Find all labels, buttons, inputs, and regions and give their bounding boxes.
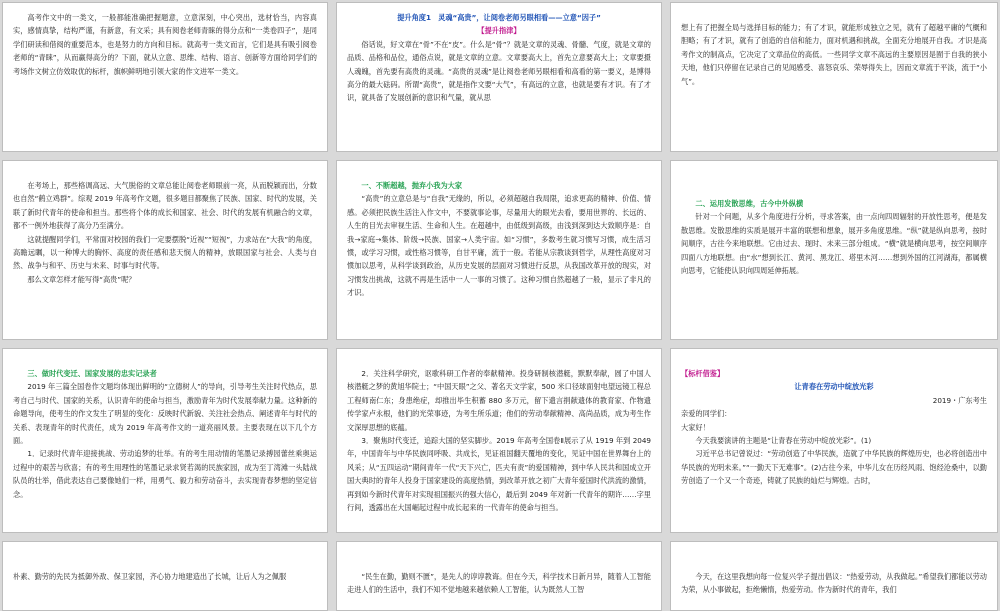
paragraph: 3．聚焦时代变迁，追踪大国的坚实脚步。2019 年高考全国卷Ⅱ展示了从 1919 年到 2049 年，中国青年与中华民族同呼吸、共成长，见证祖国翻天覆地的变化，见证中国在世界舞台上的风采；从“五四运动”期间青年一代“天下兴亡，匹夫有责”的爱国精神，到中华人民共和国成立开国大典时的青年人投身于国家建设的高度热情，到改革开放之初广大青年爱国时代洪流的激情，再到如今新时代青年对实现祖国振兴的强大信心，最后到 2049 年对新一代青年的期许……字里行间，透露出在大国崛起过程中成长起来的一代青年的使命与担当。 bbox=[347, 436, 651, 513]
section-heading: 二、运用发散思维，古今中外纵横 bbox=[695, 199, 804, 208]
paragraph: 高考作文中的一类文，一般都能准确把握题意，立意深刻，中心突出，选材恰当，内容真实，感情真挚，结构严谨，有新意，有文采；具有阅卷老师青睐的得分点和“一类卷四子”，是同学们研读和借阅的重要范本，也是努力的方向和目标。就高考一类文而言，它们是具有吸引阅卷老师的“青睐”，从而赢得高分的？下面，就从立意、思维、结构、语言、创新等方面给同学们的考场作文树立仿效取优的标杆，旗帜鲜明地引领大家的作文进军一类文。 bbox=[13, 13, 317, 76]
paragraph: 想上有了把握全局与选择目标的能力；有了才识，就能形成独立之见，就有了超越平庸的气概和胆略；有了才识，就有了创造的自信和能力，面对机遇和挑战，全面充分地展开自我。才识是高考作文的制高点，它决定了文章品位的高低。一些同学文章不高远的主要原因是囿于自我的狭小天地，他们只停留在记录自己的见闻感受、喜怒哀乐、荣辱得失上，因而文章流于平淡，流于“小气”。 bbox=[681, 23, 987, 86]
paragraph: 朴素、勤劳的先民为抵御外敌、保卫家园，齐心协力地建造出了长城，让后人为之佩服 bbox=[13, 572, 287, 581]
essay-byline: 2019・广东考生 bbox=[932, 395, 987, 405]
paragraph: 在考场上，那些格调高远、大气脱俗的文章总能让阅卷老师眼前一亮，从而脱颖而出，分数也自然“鹤立鸡群”。综观 2019 年高考作文题，很多题目都聚焦了民族、国家、时代的发展，关联了新时代青年的使命和担当。那些将个体的成长和国家、社会、时代的发展有机融合的文章，都不一例外地获得了高分乃至满分。 bbox=[13, 181, 317, 231]
slide-5[interactable] bbox=[336, 160, 662, 340]
paragraph: 今天，在这里我想向每一位复兴学子提出倡议：“热爱劳动，从我做起。”希望我们都能以劳动为荣，从小事做起，拒绝懒惰，热爱劳动。作为新时代的青年，我们 bbox=[681, 572, 987, 595]
paragraph: 那么文章怎样才能写得“高贵”呢？ bbox=[27, 274, 136, 284]
paragraph: 这就提醒同学们，平常面对校园的我们一定要摆脱“近视”“短视”，力求站在“大我”的角度，高瞻远瞩，以一种博大的胸怀、高度的责任感和悲天悯人的精神，放眼国家与社会、人类与自然、战争与和平、历史与未来、时事与时代等。 bbox=[13, 234, 317, 271]
paragraph: 今天我要演讲的主题是“让青春在劳动中绽放光彩”。(1) bbox=[695, 436, 872, 446]
paragraph: “高贵”的立意总是与“自我”无缘的，所以，必须超越自我局限，追求更高的精神、价值、情感。必须把民族生活注入作文中，不要就事论事，尽量用大的眼光去看，要用世界的、长远的、人生的目光去审视生活、生命和人生。在超越中，由低级到高级，由浅到深到达大致顺序是：自我→家庭→集体、阶级→民族、国家→人类宇宙。如“习惯”，多数考生就习惯写习惯，成生活习惯，或学习习惯，或性格习惯等，自甘平庸，流于一般。若能从宗教谈到哲学，从理性高度对习惯加以思考，从科学谈到政治，从历史发展的层面对习惯进行反思，从我国改革开放的现实，对习惯发出挑战，这就不再是生活中一人一事的习惯了。这种习惯自然超越了一般，显示了非凡的才识。 bbox=[347, 194, 651, 298]
slide-1[interactable] bbox=[2, 2, 328, 152]
paragraph: 2．关注科学研究，讴歌科研工作者的奉献精神。投身研制核潜艇，默默奉献，圆了中国人核潜艇之梦的黄旭华院士；“中国天眼”之父、著名天文学家，500 米口径球面射电望远镜工程总工程师南仁东；身患绝症，却推出毕生积蓄 880 多万元，留下遗言捐献遗体的教育家、作物遗传学家卢永根，他们的光荣事迹，为考生所乐道；他们的劳动奉献精神、高尚品质，成为考生作文深厚思想的底蕴。 bbox=[347, 369, 651, 432]
section-heading: 一、不断超越，抛弃小我为大家 bbox=[361, 181, 463, 190]
essay-title: 让青春在劳动中绽放光彩 bbox=[794, 382, 874, 392]
section-title: 提升角度1 灵魂“高贵”，让阅卷老师另眼相看——立意“因子” bbox=[397, 13, 601, 22]
salutation: 亲爱的同学们： bbox=[681, 409, 732, 419]
paragraph: 俗话说，好文章在“骨”不在“皮”。什么是“骨”？就是文章的灵魂、骨髓、气度，就是文章的品质、品格和品位，通俗点说，就是文章的立意。文章要高大上，首先立意要高大上；文章要摄人魂魄，首先要有高贵的灵魂。“高贵的灵魂”是让阅卷老师另眼相看和高看的第一要义，是博得高分的最大砝码。所谓“高贵”，就是指作文要“大气”，有高远的立意，也就是要有才识。有了才识，就具备了发展创新的意识和气量，就从思 bbox=[347, 39, 651, 103]
slide-2[interactable] bbox=[336, 2, 662, 152]
slide-3[interactable] bbox=[670, 2, 998, 152]
section-heading: 三、做时代变迁、国家发展的忠实记录者 bbox=[27, 369, 157, 378]
paragraph: “民生在勤，勤则不匮”，是先人的谆谆教诲。但在今天，科学技术日新月异，随着人工智能走进人们的生活中，我们不知不觉地越来越依赖人工智能，认为既然人工智 bbox=[347, 572, 651, 595]
paragraph: 针对一个问题，从多个角度进行分析，寻求答案，由一点向四周辐射的开放性思考，便是发散思维。发散思维的实质是展开丰富的联想和想象，展开多角度思维。“纵”就是纵向思考，按时间顺序，古往今来地联想。它由过去、现时、未来三部分组成。“横”就是横向思考，按空间顺序四面八方地联想。由“水”想到长江、黄河、黑龙江、塔里木河……想到外国的江河湖海，都属横向思考，它能使认识向四周延伸拓展。 bbox=[681, 212, 987, 276]
paragraph: 2019 年三篇全国卷作文题均体现出鲜明的“立德树人”的导向，引导考生关注时代热点，思考自己与时代、国家的关系，认识青年的使命与担当，激励青年为时代发展奉献力量。这种新的命题导向，使考生的作文发生了明显的变化：反映时代新貌、关注社会热点、阐述青年与时代的关系、表现青年的时代责任，成为 2019 年高考作文的一道亮丽风景。主要表现在以下几个方面。 bbox=[13, 382, 317, 446]
slide-6[interactable] bbox=[670, 160, 998, 340]
slide-12[interactable] bbox=[670, 541, 998, 611]
slide-11[interactable] bbox=[336, 541, 662, 611]
section-tag: 【标杆借鉴】 bbox=[681, 369, 725, 378]
paragraph: 1．记录时代青年迎接挑战、劳动追梦的壮举。有的考生用动情的笔墨记录搏园蕾丝乘奥运过程中的艰苦与欣喜；有的考生用理性的笔墨记录求贤若渴的民族家园，成为至丁湾滩一头陆战队员的壮举，借此表达自己要像她们一样，用勇气、毅力和劳动奋斗，去实现青春梦想的坚定信念。 bbox=[13, 449, 317, 499]
greeting: 大家好！ bbox=[681, 422, 710, 432]
section-tag: 【提升指津】 bbox=[477, 26, 521, 36]
slide-9[interactable] bbox=[670, 348, 998, 533]
slide-4[interactable] bbox=[2, 160, 328, 340]
slide-10[interactable] bbox=[2, 541, 328, 611]
slide-7[interactable] bbox=[2, 348, 328, 533]
paragraph: 习近平总书记曾说过：“劳动创造了中华民族，造就了中华民族的辉煌历史，也必将创造出中华民族的光明未来。”“一勤天下无难事”。(2)古往今来，中华儿女在历经风雨、饱经沧桑中，以勤劳创造了一个又一个奇迹，铸就了民族的灿烂与辉煌。古时， bbox=[681, 449, 987, 486]
slide-8[interactable] bbox=[336, 348, 662, 533]
